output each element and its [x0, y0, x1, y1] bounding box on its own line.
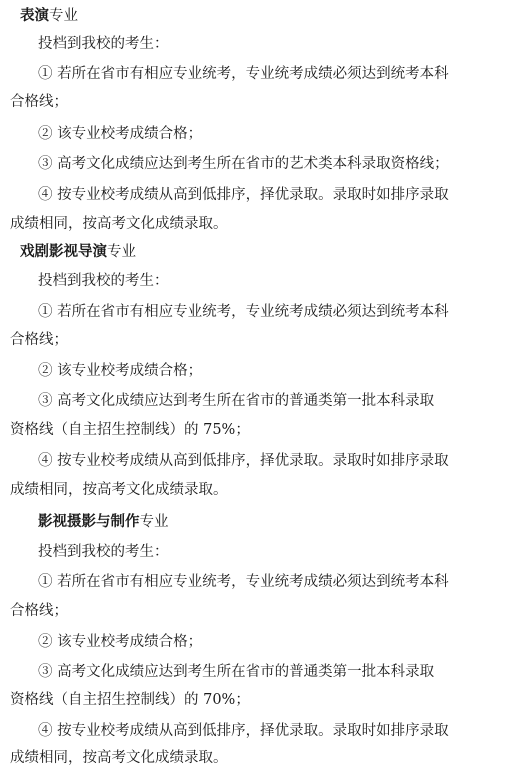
item-line: ③ 高考文化成绩应达到考生所在省市的普通类第一批本科录取 — [38, 393, 435, 409]
section-intro: 投档到我校的考生： — [38, 544, 169, 560]
item-line-continued: 合格线； — [10, 94, 68, 110]
section-title: 影视摄影与制作 — [38, 514, 140, 530]
item-line: ② 该专业校考成绩合格； — [38, 634, 203, 650]
item-line: ① 若所在省市有相应专业统考，专业统考成绩必须达到统考本科 — [38, 574, 449, 590]
item-line-continued: 合格线； — [10, 603, 68, 619]
item-line: ① 若所在省市有相应专业统考，专业统考成绩必须达到统考本科 — [38, 66, 449, 82]
item-line: ② 该专业校考成绩合格； — [38, 363, 203, 379]
section-title-suffix: 专业 — [139, 514, 169, 530]
item-line-continued: 资格线（自主招生控制线）的 70%； — [10, 692, 250, 708]
item-line: ③ 高考文化成绩应达到考生所在省市的普通类第一批本科录取 — [38, 664, 435, 680]
item-line: ① 若所在省市有相应专业统考，专业统考成绩必须达到统考本科 — [38, 304, 449, 320]
section-title-suffix: 专业 — [49, 8, 78, 24]
section-heading — [20, 242, 136, 262]
item-line-continued: 成绩相同，按高考文化成绩录取。 — [10, 216, 228, 232]
section-heading — [38, 512, 169, 532]
section-title-suffix: 专业 — [107, 244, 136, 260]
item-line: ② 该专业校考成绩合格； — [38, 126, 203, 142]
section-title: 戏剧影视导演 — [20, 244, 107, 260]
section-heading — [20, 6, 78, 26]
item-line-continued: 成绩相同，按高考文化成绩录取。 — [10, 482, 228, 498]
section-intro: 投档到我校的考生： — [38, 273, 169, 289]
item-line: ④ 按专业校考成绩从高到低排序，择优录取。录取时如排序录取 — [38, 187, 449, 203]
item-line: ④ 按专业校考成绩从高到低排序，择优录取。录取时如排序录取 — [38, 723, 449, 739]
item-line: ③ 高考文化成绩应达到考生所在省市的艺术类本科录取资格线； — [38, 156, 449, 172]
item-line-continued: 资格线（自主招生控制线）的 75%； — [10, 422, 250, 438]
item-line-continued: 合格线； — [10, 332, 68, 348]
section-intro: 投档到我校的考生： — [38, 36, 169, 52]
item-line: ④ 按专业校考成绩从高到低排序，择优录取。录取时如排序录取 — [38, 453, 449, 469]
section-title: 表演 — [20, 8, 49, 24]
item-line-continued: 成绩相同，按高考文化成绩录取。 — [10, 750, 228, 766]
